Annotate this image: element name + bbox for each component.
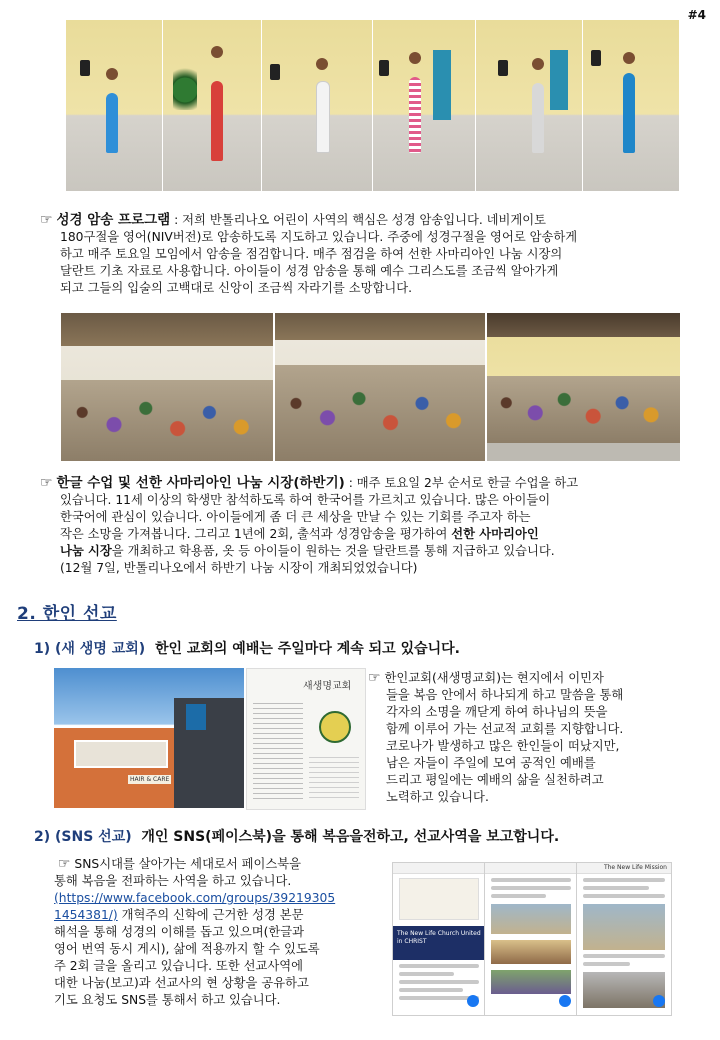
paragraph-title: 한글 수업 및 선한 사마리아인 나눔 시장(하반기) [56, 475, 345, 491]
facebook-screenshot-3 [576, 862, 672, 1016]
subheading-sns-mission: 2) (SNS 선교) 개인 SNS(페이스북)을 통해 복음을전하고, 선교사역을 보고합니다. [34, 829, 560, 845]
photo-group [487, 313, 680, 461]
facebook-group-link[interactable]: (https://www.facebook.com/groups/39219305 [54, 891, 336, 905]
paragraph-korean-class: ☞ 한글 수업 및 선한 사마리아인 나눔 시장(하반기) : 매주 토요일 2부 순서로 한글 수업을 하고 있습니다. 11세 이상의 학생만 참석하도록 하여 한국어를 가르치고 있습니다. 많은 아이들이 한국어에 관심이 있습니다. 아이들에게 좀 더 큰 세상을 만날 수 있는 기회를 주고자 하는 작은 소망을 가져봅니다. 그리고 1년에 2회, 출석과 성경암송을 평가하여 선한 사마리아인 나눔 시장을 개최하고 학용품, 옷 등 아이들이 원하는 것을 달란트를 통해 지급하고 있습니다. (12월 7일, 반톨리나오에서 하반기 나눔 시장이 개최되었었습니다) [40, 475, 579, 575]
subheading-new-life-church: 1) (새 생명 교회) 한인 교회의 예배는 주일마다 계속 되고 있습니다. [34, 641, 460, 657]
photo-singer-2 [163, 20, 261, 191]
photo-church-bulletin [246, 668, 366, 810]
building-sign: HAIR & CARE [130, 776, 170, 783]
pointing-hand-icon: ☞ [40, 475, 53, 491]
facebook-screenshot-2 [484, 862, 578, 1016]
facebook-screenshot-1 [392, 862, 486, 1016]
page-number: #4 [687, 8, 706, 22]
photo-singer-5 [476, 20, 582, 191]
paragraph-sns: ☞ SNS시대를 살아가는 세대로서 페이스북을 통해 복음을 전파하는 사역을 하고 있습니다. (https://www.facebook.com/groups/39219305 1454381/) 개혁주의 신학에 근거한 성경 본문 해석을 통해 성경의 이해를 돕고 있으며(한글과 영어 번역 동시 게시), 삶에 적용까지 할 수 있도록 주 2회 글을 올리고 있습니다. 또한 선교사역에 대한 나눔(보고)과 선교사의 현 상황을 공유하고 기도 요청도 SNS를 통해서 하고 있습니다. [54, 856, 336, 1007]
photo-church-building [54, 668, 244, 808]
paragraph-title: 성경 암송 프로그램 [56, 212, 171, 228]
facebook-page-header: The New Life Mission [603, 864, 667, 871]
photo-sharing-market [275, 313, 485, 461]
section-title: 2. 한인 선교 [17, 604, 117, 624]
photo-singer-1 [66, 20, 162, 191]
photo-singer-6 [583, 20, 679, 191]
facebook-group-name: The New Life Church United in CHRIST [397, 930, 481, 945]
photo-singer-3 [262, 20, 372, 191]
paragraph-korean-church: ☞ 한인교회(새생명교회)는 현지에서 이민자 들을 복음 안에서 하나되게 하고 말씀을 통해 각자의 소명을 깨닫게 하여 하나님의 뜻을 함께 이루어 가는 선교적 교회를 지향합니다. 코로나가 발생하고 많은 한인들이 떠났지만, 남은 자들이 주일에 모여 공적인 예배를 드리고 평일에는 예배의 삶을 실천하려고 노력하고 있습니다. [368, 670, 624, 804]
bulletin-title: 새생명교회 [303, 681, 352, 692]
pointing-hand-icon: ☞ [368, 670, 381, 686]
pointing-hand-icon: ☞ [40, 212, 53, 228]
facebook-group-link-cont[interactable]: 1454381/) [54, 908, 118, 922]
paragraph-bible-memorization: ☞ 성경 암송 프로그램 : 저희 반톨리나오 어린이 사역의 핵심은 성경 암송입니다. 네비게이토 180구절을 영어(NIV버전)로 암송하도록 지도하고 있습니다. 주중에 성경구절을 영어로 암송하게 하고 매주 토요일 모임에서 암송을 점검합니다. 매주 점검을 하여 선한 사마리아인 나눔 시장의 달란트 기초 자료로 사용합니다. 아이들이 성경 암송을 통해 예수 그리스도를 조금씩 알아가게 되고 그들의 입술의 고백대로 신앙이 조금씩 자라기를 소망합니다. [40, 212, 578, 295]
photo-korean-class [61, 313, 273, 461]
pointing-hand-icon: ☞ [57, 856, 71, 872]
photo-singer-4 [373, 20, 475, 191]
